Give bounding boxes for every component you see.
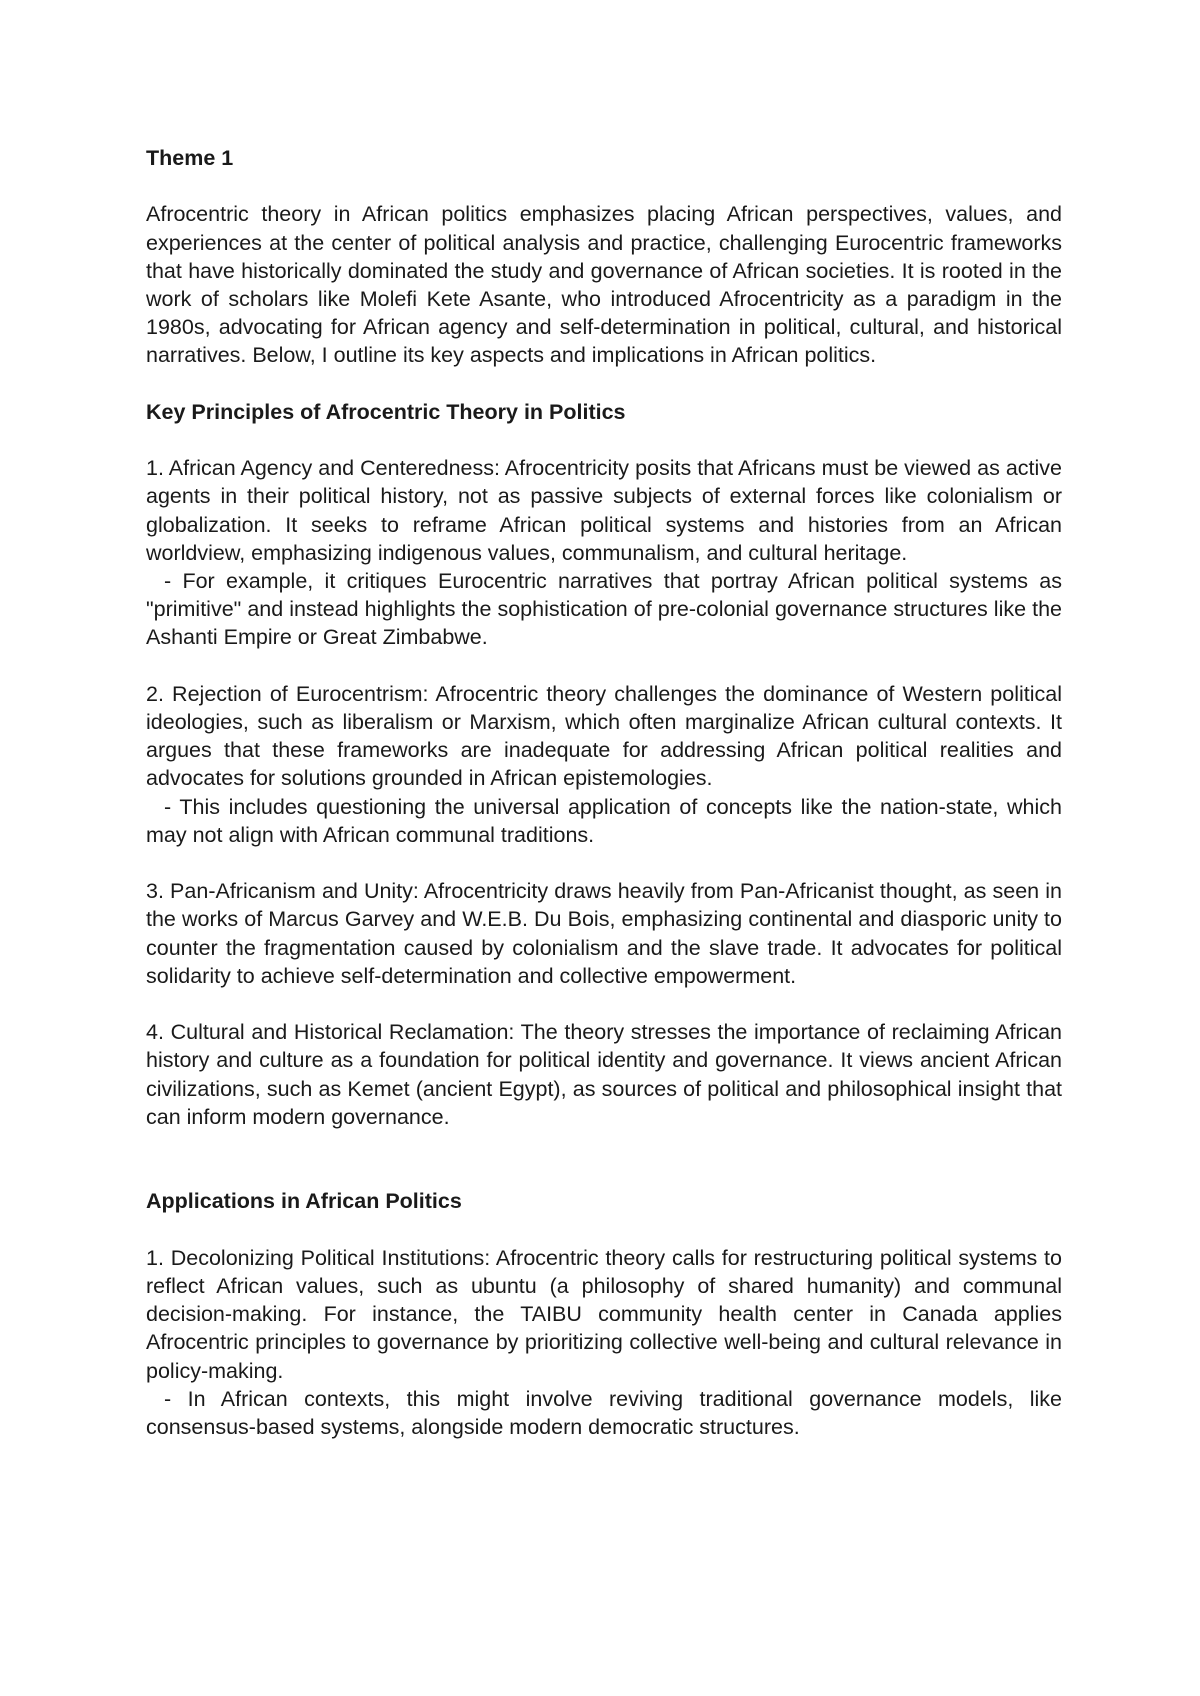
application-paragraph: 1. Decolonizing Political Institutions: Afrocentric theory calls for restructuring political systems to reflect African values, such as ubuntu (a philosophy of shared humanity) and communal decision-making. For instance, the TAIBU community health center in Canada applies Afrocentric principles to governance by prioritizing collective well-being and cultural relevance in policy-making.	[146, 1245, 1062, 1383]
spacer	[146, 652, 1062, 680]
spacer	[146, 849, 1062, 877]
principles-heading: Key Principles of Afrocentric Theory in Politics	[146, 399, 626, 424]
principle-paragraph: 2. Rejection of Eurocentrism: Afrocentric theory challenges the dominance of Western political ideologies, such as liberalism or Marxism, which often marginalize African cultural contexts. It argues that these frameworks are inadequate for addressing African political realities and advocates for solutions grounded in African epistemologies.	[146, 681, 1062, 791]
principle-paragraph: 1. African Agency and Centeredness: Afrocentricity posits that Africans must be viewed as active agents in their political history, not as passive subjects of external forces like colonialism or globalization. It seeks to reframe African political systems and histories from an African worldview, emphasizing indigenous values, communalism, and cultural heritage.	[146, 456, 1062, 565]
applications-heading: Applications in African Politics	[146, 1189, 462, 1214]
theme-title: Theme 1	[146, 146, 234, 170]
application-example: - In African contexts, this might involve reviving traditional governance models, like consensus-based systems, alongside modern democratic structures.	[146, 1386, 1062, 1440]
principle-paragraph: 3. Pan-Africanism and Unity: Afrocentricity draws heavily from Pan-Africanist thought, as seen in the works of Marcus Garvey and W.E.B. Du Bois, emphasizing continental and diasporic unity to counter the fragmentation caused by colonialism and the slave trade. It advocates for political solidarity to achieve self-determination and collective empowerment.	[146, 879, 1062, 988]
spacer	[146, 426, 1062, 454]
document-body	[146, 144, 1062, 1441]
principle-paragraph: 4. Cultural and Historical Reclamation: The theory stresses the importance of reclaiming African history and culture as a foundation for political identity and governance. It views ancient African civilizations, such as Kemet (ancient Egypt), as sources of political and philosophical insight that can inform modern governance.	[146, 1020, 1062, 1129]
spacer	[146, 1216, 1062, 1244]
spacer	[146, 990, 1062, 1018]
principle-example: - This includes questioning the universal application of concepts like the nation-state, which may not align with African communal traditions.	[146, 794, 1062, 847]
principle-example: - For example, it critiques Eurocentric narratives that portray African political systems as "primitive" and instead highlights the sophistication of pre-colonial governance structures like the Ashanti Empire or Great Zimbabwe.	[146, 569, 1062, 650]
spacer	[146, 1131, 1062, 1187]
spacer	[146, 370, 1062, 398]
intro-paragraph: Afrocentric theory in African politics emphasizes placing African perspectives, values, and experiences at the center of political analysis and practice, challenging Eurocentric frameworks that have historically dominated the study and governance of African societies. It is rooted in the work of scholars like Molefi Kete Asante, who introduced Afrocentricity as a paradigm in the 1980s, advocating for African agency and self-determination in political, cultural, and historical narratives. Below, I outline its key aspects and implications in African politics.	[146, 202, 1062, 368]
spacer	[146, 172, 1062, 200]
